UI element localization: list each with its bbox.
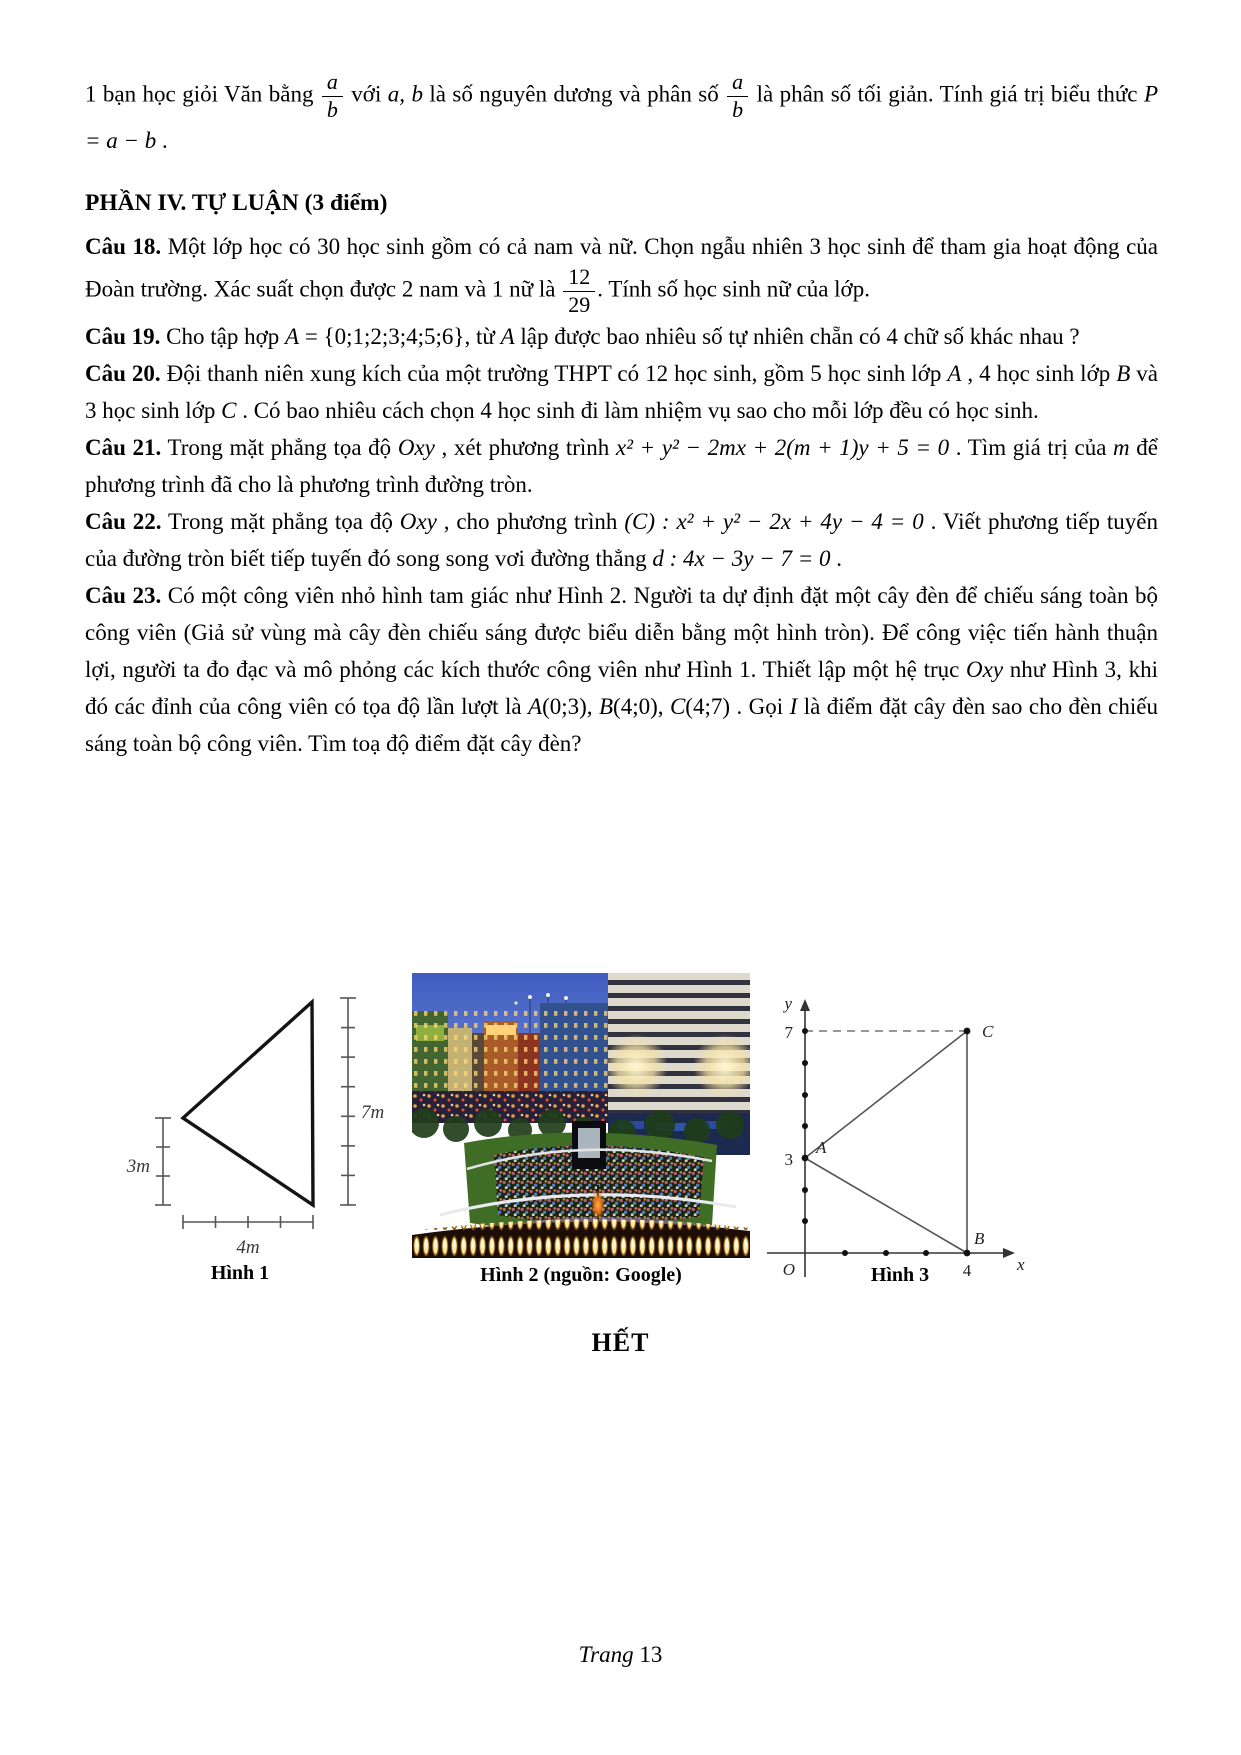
label-3m: 3m	[126, 1156, 150, 1177]
point-b	[964, 1250, 971, 1257]
question-22: Câu 22. Trong mặt phẳng tọa độ Oxy , cho phương trình (C) : x² + y² − 2x + 4y − 4 = 0 . Viết phương tiếp tuyến của đường tròn biết tiếp tuyến đó song song vơi đường thẳng d : 4x − 3y − 7 = 0 .	[85, 508, 1159, 571]
label-tick-4: 4	[962, 1261, 972, 1280]
figure-3-caption: Hình 3	[870, 1264, 930, 1286]
x-axis-arrow	[1003, 1248, 1015, 1258]
label-tick-3: 3	[784, 1150, 793, 1169]
axes	[767, 1007, 1007, 1277]
figure-3	[755, 985, 1045, 1285]
ruler-bottom	[183, 1215, 313, 1229]
point-c	[964, 1028, 971, 1035]
figure-1-caption: Hình 1	[210, 1262, 270, 1284]
page-number-value: 13	[639, 1642, 663, 1667]
figure-2-caption: Hình 2 (nguồn: Google)	[480, 1264, 682, 1286]
question-20: Câu 20. Đội thanh niên xung kích của một trường THPT có 12 học sinh, gồm 5 học sinh lớp A , 4 học sinh lớp B và 3 học sinh lớp C . Có bao nhiêu cách chọn 4 học sinh đi làm nhiệm vụ sao cho mỗi lớp đều có học sinh.	[85, 360, 1158, 423]
park-triangle-outline	[183, 1002, 313, 1205]
question-23: Câu 23. Có một công viên nhỏ hình tam giác như Hình 2. Người ta dự định đặt một cây đèn để chiếu sáng toàn bộ công viên (Giả sử vùng mà cây đèn chiếu sáng được biểu diễn bằng một hình tròn). Để công việc tiến hành thuận lợi, người ta đo đạc và mô phỏng các kích thước công viên như Hình 1. Thiết lập một hệ trục Oxy như Hình 3, khi đó các đỉnh của công viên có tọa độ lần lượt là A(0;3), B(4;0), C(4;7) . Gọi I là điểm đặt cây đèn sao cho đèn chiếu sáng toàn bộ công viên. Tìm toạ độ điểm đặt cây đèn?	[85, 582, 1158, 756]
y-axis-arrow	[800, 999, 810, 1011]
label-y-axis: y	[784, 994, 792, 1013]
section-heading: PHẦN IV. TỰ LUẬN (3 điểm)	[85, 190, 388, 217]
lamp-glow	[591, 1190, 605, 1220]
triangle-diagram	[95, 975, 385, 1260]
park-photo	[412, 973, 750, 1258]
label-7m: 7m	[361, 1102, 385, 1123]
intro-paragraph: 1 bạn học giỏi Văn bằng $\frac{a}{b}$ với a, b là số nguyên dương và phân số $\frac{a}{b}$ là phân số tối giản. Tính giá trị biểu thức P = a − b .	[85, 69, 1158, 154]
label-point-b: B	[974, 1229, 985, 1248]
label-point-a: A	[816, 1138, 827, 1157]
end-marker: HẾT	[591, 1328, 650, 1357]
question-18: Câu 18. Một lớp học có 30 học sinh gồm có cả nam và nữ. Chọn ngẫu nhiên 3 học sinh để tham gia hoạt động của Đoàn trường. Xác suất chọn được 2 nam và 1 nữ là $\frac{12}{29}$ . Tính số học sinh nữ của lớp.	[85, 234, 1158, 317]
coordinate-diagram	[755, 985, 1045, 1285]
ruler-left	[155, 1118, 171, 1205]
figure-2	[412, 973, 750, 1258]
question-19: Câu 19. Cho tập hợp A = {0;1;2;3;4;5;6}, từ A lập được bao nhiêu số tự nhiên chẵn có 4 chữ số khác nhau ?	[85, 323, 1080, 349]
label-4m: 4m	[236, 1237, 260, 1258]
label-point-c: C	[982, 1022, 994, 1041]
ruler-right	[340, 998, 356, 1205]
label-x-axis: x	[1017, 1255, 1025, 1274]
point-a	[802, 1155, 809, 1162]
page-number	[0, 1642, 1241, 1668]
triangle-abc	[805, 1031, 967, 1253]
page-word: Trang	[578, 1642, 634, 1667]
question-21: Câu 21. Trong mặt phẳng tọa độ Oxy , xét phương trình x² + y² − 2mx + 2(m + 1)y + 5 = 0 . Tìm giá trị của m để phương trình đã cho là phương trình đường tròn.	[85, 434, 1159, 497]
movie-screen	[572, 1121, 606, 1169]
label-origin: O	[782, 1260, 795, 1279]
figure-1	[95, 975, 385, 1260]
label-tick-7: 7	[784, 1023, 793, 1042]
lights-row	[412, 1219, 750, 1256]
text-body	[85, 70, 1158, 762]
